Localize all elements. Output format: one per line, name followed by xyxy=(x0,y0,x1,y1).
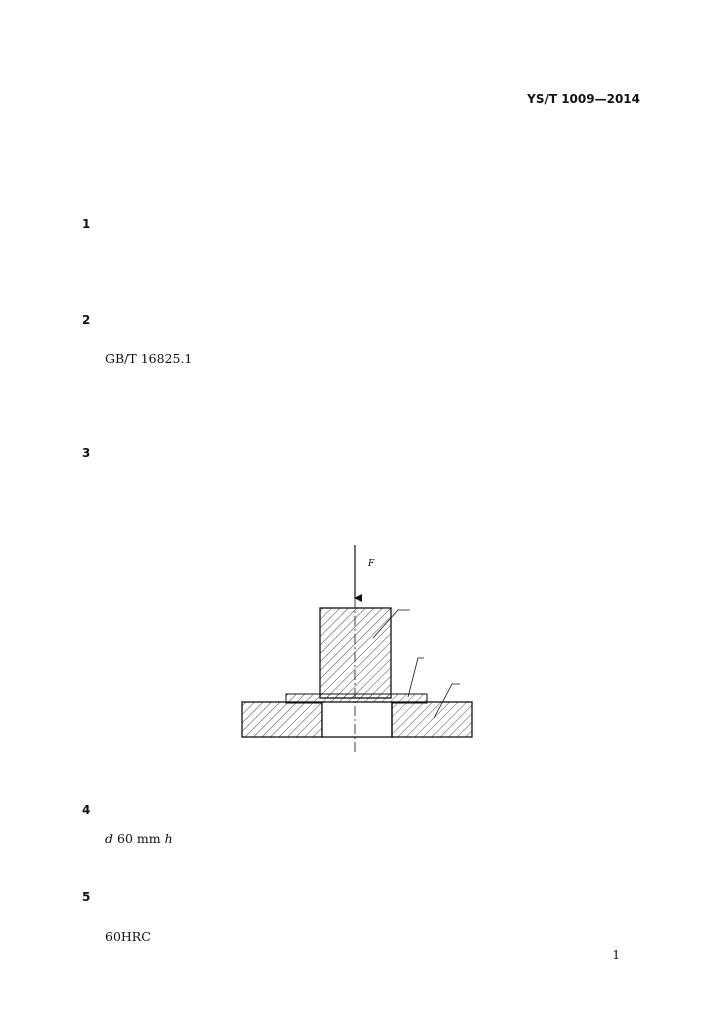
section-4-heading xyxy=(82,803,100,817)
section-number: 3 xyxy=(82,446,91,460)
specimen-leader xyxy=(408,658,424,697)
section-5-heading xyxy=(82,890,100,904)
section-number: 2 xyxy=(82,313,91,327)
shear-test-figure xyxy=(238,540,488,755)
paragraph xyxy=(80,828,643,849)
section-2-heading xyxy=(82,313,100,327)
diameter-value: 60 mm xyxy=(117,831,161,846)
force-label: F xyxy=(368,559,375,569)
thickness-symbol: h xyxy=(164,831,173,846)
section-5-body xyxy=(80,926,643,947)
section-2-body xyxy=(80,348,643,369)
section-1-heading xyxy=(82,217,100,231)
base-hole xyxy=(322,702,392,737)
section-4-body xyxy=(80,828,643,849)
punch-block xyxy=(320,608,391,698)
section-number: 5 xyxy=(82,890,91,904)
section-3-heading xyxy=(82,446,100,460)
standard-number: YS/T 1009—2014 xyxy=(527,92,640,106)
page-number: 1 xyxy=(612,948,620,962)
section-number: 4 xyxy=(82,803,91,817)
paragraph: GB/T 16825.1 xyxy=(105,351,193,366)
diameter-symbol: d xyxy=(105,831,114,846)
section-number: 1 xyxy=(82,217,91,231)
base-right xyxy=(392,702,472,737)
base-left xyxy=(242,702,322,737)
paragraph xyxy=(80,926,643,947)
hardness-value: 60HRC xyxy=(105,929,151,944)
